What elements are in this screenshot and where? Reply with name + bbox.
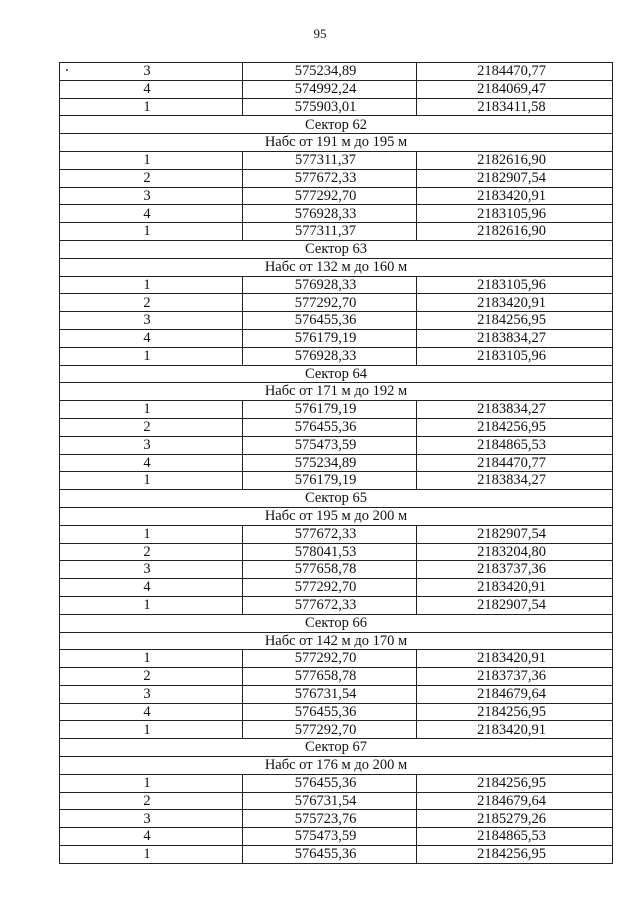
table-row bbox=[60, 454, 613, 472]
table-row bbox=[60, 561, 613, 579]
x-coordinate-cell: 576731,54 bbox=[243, 685, 417, 703]
point-number-cell: 3 bbox=[60, 436, 243, 454]
x-coordinate-cell: 577292,70 bbox=[243, 187, 417, 205]
x-coordinate-cell: 577292,70 bbox=[243, 579, 417, 597]
point-number-cell: 1 bbox=[60, 721, 243, 739]
table-row bbox=[60, 312, 613, 330]
y-coordinate-cell: 2183105,96 bbox=[417, 276, 613, 294]
x-coordinate-cell: 577672,33 bbox=[243, 169, 417, 187]
x-coordinate-cell: 577658,78 bbox=[243, 561, 417, 579]
y-coordinate-cell: 2183420,91 bbox=[417, 294, 613, 312]
y-coordinate-cell: 2184256,95 bbox=[417, 418, 613, 436]
y-coordinate-cell: 2183834,27 bbox=[417, 329, 613, 347]
section-heading-row bbox=[60, 757, 613, 775]
x-coordinate-cell: 577292,70 bbox=[243, 721, 417, 739]
point-number-cell: 4 bbox=[60, 329, 243, 347]
section-heading-row bbox=[60, 739, 613, 757]
y-coordinate-cell: 2184865,53 bbox=[417, 828, 613, 846]
section-heading-row bbox=[60, 116, 613, 134]
table-row bbox=[60, 650, 613, 668]
point-number-cell: 1 bbox=[60, 525, 243, 543]
y-coordinate-cell: 2184256,95 bbox=[417, 846, 613, 864]
table-row bbox=[60, 525, 613, 543]
point-number-cell: 2 bbox=[60, 418, 243, 436]
section-heading-row bbox=[60, 614, 613, 632]
point-number-cell: 3 bbox=[60, 63, 243, 81]
point-number-cell: 2 bbox=[60, 792, 243, 810]
table-row bbox=[60, 792, 613, 810]
table-row bbox=[60, 80, 613, 98]
x-coordinate-cell: 578041,53 bbox=[243, 543, 417, 561]
point-number-cell: 3 bbox=[60, 561, 243, 579]
table-row bbox=[60, 596, 613, 614]
y-coordinate-cell: 2183204,80 bbox=[417, 543, 613, 561]
point-number-cell: 1 bbox=[60, 596, 243, 614]
section-heading-row bbox=[60, 365, 613, 383]
y-coordinate-cell: 2183411,58 bbox=[417, 98, 613, 116]
page-number: 95 bbox=[313, 26, 327, 41]
x-coordinate-cell: 577672,33 bbox=[243, 596, 417, 614]
y-coordinate-cell: 2184470,77 bbox=[417, 63, 613, 81]
point-number-cell: 2 bbox=[60, 543, 243, 561]
y-coordinate-cell: 2184865,53 bbox=[417, 436, 613, 454]
point-number-cell: 4 bbox=[60, 828, 243, 846]
y-coordinate-cell: 2183737,36 bbox=[417, 668, 613, 686]
table-row bbox=[60, 436, 613, 454]
y-coordinate-cell: 2184256,95 bbox=[417, 703, 613, 721]
table-row bbox=[60, 543, 613, 561]
table-row bbox=[60, 579, 613, 597]
x-coordinate-cell: 577292,70 bbox=[243, 294, 417, 312]
x-coordinate-cell: 576928,33 bbox=[243, 276, 417, 294]
point-number-cell: 1 bbox=[60, 223, 243, 241]
y-coordinate-cell: 2184256,95 bbox=[417, 312, 613, 330]
y-coordinate-cell: 2182907,54 bbox=[417, 525, 613, 543]
x-coordinate-cell: 575723,76 bbox=[243, 810, 417, 828]
y-coordinate-cell: 2183420,91 bbox=[417, 187, 613, 205]
table-row bbox=[60, 347, 613, 365]
y-coordinate-cell: 2183105,96 bbox=[417, 347, 613, 365]
point-number-cell: 4 bbox=[60, 205, 243, 223]
point-number-cell: 1 bbox=[60, 347, 243, 365]
point-number-cell: 1 bbox=[60, 401, 243, 419]
point-number-cell: 1 bbox=[60, 846, 243, 864]
point-number-cell: 3 bbox=[60, 685, 243, 703]
y-coordinate-cell: 2185279,26 bbox=[417, 810, 613, 828]
section-heading-row bbox=[60, 134, 613, 152]
point-number-cell: 4 bbox=[60, 80, 243, 98]
coordinates-table bbox=[59, 62, 613, 864]
point-number-cell: 4 bbox=[60, 454, 243, 472]
y-coordinate-cell: 2182616,90 bbox=[417, 223, 613, 241]
table-row bbox=[60, 668, 613, 686]
section-heading: Набс от 142 м до 170 м bbox=[60, 632, 613, 650]
point-number-cell: 1 bbox=[60, 98, 243, 116]
y-coordinate-cell: 2184069,47 bbox=[417, 80, 613, 98]
y-coordinate-cell: 2184679,64 bbox=[417, 792, 613, 810]
section-heading: Сектор 64 bbox=[60, 365, 613, 383]
section-heading: Сектор 62 bbox=[60, 116, 613, 134]
point-number-cell: 2 bbox=[60, 668, 243, 686]
section-heading: Набс от 132 м до 160 м bbox=[60, 258, 613, 276]
point-number-cell: 4 bbox=[60, 703, 243, 721]
x-coordinate-cell: 576455,36 bbox=[243, 703, 417, 721]
x-coordinate-cell: 577311,37 bbox=[243, 151, 417, 169]
section-heading-row bbox=[60, 507, 613, 525]
x-coordinate-cell: 576179,19 bbox=[243, 472, 417, 490]
x-coordinate-cell: 576928,33 bbox=[243, 347, 417, 365]
point-number-cell: 3 bbox=[60, 810, 243, 828]
point-number-cell: 1 bbox=[60, 650, 243, 668]
y-coordinate-cell: 2184470,77 bbox=[417, 454, 613, 472]
point-number-cell: 1 bbox=[60, 276, 243, 294]
point-number-cell: 4 bbox=[60, 579, 243, 597]
point-number-cell: 2 bbox=[60, 294, 243, 312]
x-coordinate-cell: 577292,70 bbox=[243, 650, 417, 668]
section-heading: Сектор 67 bbox=[60, 739, 613, 757]
x-coordinate-cell: 575903,01 bbox=[243, 98, 417, 116]
x-coordinate-cell: 575234,89 bbox=[243, 63, 417, 81]
point-number-cell: 2 bbox=[60, 169, 243, 187]
y-coordinate-cell: 2183420,91 bbox=[417, 650, 613, 668]
section-heading: Сектор 66 bbox=[60, 614, 613, 632]
section-heading: Набс от 171 м до 192 м bbox=[60, 383, 613, 401]
point-number-cell: 1 bbox=[60, 151, 243, 169]
point-number-cell: 3 bbox=[60, 312, 243, 330]
table-row bbox=[60, 685, 613, 703]
table-row bbox=[60, 223, 613, 241]
y-coordinate-cell: 2184679,64 bbox=[417, 685, 613, 703]
x-coordinate-cell: 575234,89 bbox=[243, 454, 417, 472]
section-heading: Набс от 195 м до 200 м bbox=[60, 507, 613, 525]
y-coordinate-cell: 2183105,96 bbox=[417, 205, 613, 223]
table-row bbox=[60, 294, 613, 312]
x-coordinate-cell: 577672,33 bbox=[243, 525, 417, 543]
x-coordinate-cell: 576928,33 bbox=[243, 205, 417, 223]
table-row bbox=[60, 98, 613, 116]
section-heading-row bbox=[60, 383, 613, 401]
x-coordinate-cell: 576179,19 bbox=[243, 401, 417, 419]
section-heading-row bbox=[60, 632, 613, 650]
table-row bbox=[60, 472, 613, 490]
y-coordinate-cell: 2183420,91 bbox=[417, 721, 613, 739]
section-heading: Набс от 176 м до 200 м bbox=[60, 757, 613, 775]
table-row bbox=[60, 276, 613, 294]
x-coordinate-cell: 575473,59 bbox=[243, 828, 417, 846]
table-row bbox=[60, 828, 613, 846]
point-number-cell: 1 bbox=[60, 774, 243, 792]
coordinates-table-body bbox=[60, 63, 613, 864]
table-row bbox=[60, 703, 613, 721]
table-row bbox=[60, 169, 613, 187]
section-heading-row bbox=[60, 240, 613, 258]
section-heading-row bbox=[60, 490, 613, 508]
x-coordinate-cell: 577658,78 bbox=[243, 668, 417, 686]
x-coordinate-cell: 576179,19 bbox=[243, 329, 417, 347]
y-coordinate-cell: 2182907,54 bbox=[417, 596, 613, 614]
x-coordinate-cell: 576731,54 bbox=[243, 792, 417, 810]
section-heading: Сектор 63 bbox=[60, 240, 613, 258]
y-coordinate-cell: 2183420,91 bbox=[417, 579, 613, 597]
table-row bbox=[60, 187, 613, 205]
table-row bbox=[60, 418, 613, 436]
y-coordinate-cell: 2184256,95 bbox=[417, 774, 613, 792]
y-coordinate-cell: 2182907,54 bbox=[417, 169, 613, 187]
table-row bbox=[60, 846, 613, 864]
x-coordinate-cell: 575473,59 bbox=[243, 436, 417, 454]
section-heading: Сектор 65 bbox=[60, 490, 613, 508]
y-coordinate-cell: 2183834,27 bbox=[417, 472, 613, 490]
y-coordinate-cell: 2183737,36 bbox=[417, 561, 613, 579]
table-row bbox=[60, 721, 613, 739]
y-coordinate-cell: 2182616,90 bbox=[417, 151, 613, 169]
x-coordinate-cell: 574992,24 bbox=[243, 80, 417, 98]
x-coordinate-cell: 576455,36 bbox=[243, 418, 417, 436]
section-heading: Набс от 191 м до 195 м bbox=[60, 134, 613, 152]
table-row bbox=[60, 151, 613, 169]
x-coordinate-cell: 576455,36 bbox=[243, 846, 417, 864]
x-coordinate-cell: 577311,37 bbox=[243, 223, 417, 241]
table-row bbox=[60, 810, 613, 828]
table-row bbox=[60, 774, 613, 792]
table-row bbox=[60, 63, 613, 81]
point-number-cell: 3 bbox=[60, 187, 243, 205]
table-row bbox=[60, 401, 613, 419]
table-row bbox=[60, 205, 613, 223]
y-coordinate-cell: 2183834,27 bbox=[417, 401, 613, 419]
point-number-cell: 1 bbox=[60, 472, 243, 490]
table-row bbox=[60, 329, 613, 347]
x-coordinate-cell: 576455,36 bbox=[243, 774, 417, 792]
section-heading-row bbox=[60, 258, 613, 276]
x-coordinate-cell: 576455,36 bbox=[243, 312, 417, 330]
